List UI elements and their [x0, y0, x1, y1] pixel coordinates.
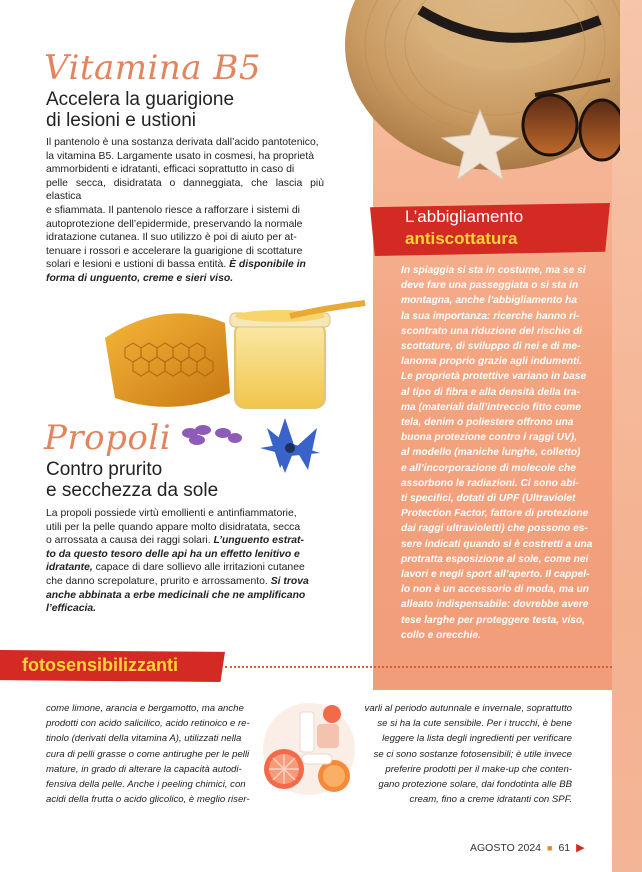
vitamina-body-line: autoprotezione dell’epidermide, preservando la normale — [46, 218, 303, 230]
vitamina-body-bold: forma di unguento, creme e sieri viso. — [46, 272, 234, 284]
propoli-body-text: che danno screpolature, prurito e arrossamento. — [46, 575, 268, 587]
propoli-body-bold: L’unguento estrat- — [213, 535, 304, 547]
abbigliamento-line: collo e orecchie. — [401, 629, 481, 641]
propoli-body-line — [46, 561, 324, 575]
abbigliamento-line: al tipo di fibra e alla densità della tra- — [401, 386, 580, 398]
abbigliamento-line: deve fare una passeggiata o si sta in — [401, 280, 579, 292]
page-number: 61 — [558, 841, 571, 854]
dotted-divider — [225, 666, 612, 668]
page-footer — [470, 841, 585, 854]
foto-right-line: varli al periodo autunnale e invernale, soprattutto — [364, 703, 572, 714]
abbigliamento-line: ti specifici, dotati di UPF (Ultraviolet — [401, 493, 576, 505]
straw-hat-sunglasses-illustration — [340, 0, 620, 200]
vitamina-subtitle-line1: Accelera la guarigione — [46, 89, 235, 110]
vitamina-body-text: solari e lesioni e ustioni di bassa entità. — [46, 259, 227, 271]
vitamina-body-bold: È disponibile in — [229, 259, 306, 271]
propoli-subtitle-line1: Contro prurito — [46, 459, 163, 480]
vitamina-subtitle — [46, 89, 234, 131]
abbigliamento-line: lanoma proprio grazie agli indumenti. — [401, 356, 583, 368]
vitamina-title: Vitamina B5 — [44, 48, 261, 88]
vitamina-body-line — [46, 258, 324, 272]
foto-left-line: tinolo (derivati della vitamina A), utilizzati nella — [46, 733, 242, 745]
abbigliamento-line: buona protezione contro i raggi UV), — [401, 432, 578, 444]
abbigliamento-line: sere indicati quando si è costretti a una — [401, 538, 593, 550]
propoli-body-line — [46, 534, 324, 548]
propoli-body-line — [46, 548, 324, 562]
abbigliamento-line: lavori e negli sport all’aperto. Il cappel- — [401, 569, 590, 581]
foto-right-line: leggere la lista degli ingredienti per verificare — [382, 733, 572, 745]
abbigliamento-line: la sua importanza: ricerche hanno ri- — [401, 310, 580, 322]
foto-left-line: prodotti con acido salicilico, acido retinoico e re- — [46, 718, 250, 730]
fotosensibilizzanti-left-column — [46, 701, 256, 807]
foto-right-line: preferire prodotti per il make-up che conten- — [385, 763, 572, 775]
abbigliamento-body — [401, 263, 600, 643]
abbigliamento-line: assorbono le radiazioni. Ci sono abi- — [401, 477, 579, 489]
propoli-body-text: o arrossata a causa dei raggi solari. — [46, 535, 211, 547]
propoli-body-bold: to da questo tesoro delle api ha un effetto lenitivo e — [46, 548, 300, 560]
propoli-body-line — [46, 589, 324, 603]
vitamina-body-line — [46, 272, 324, 286]
abbigliamento-title-line2: antiscottatura — [405, 229, 518, 248]
abbigliamento-line: al modello (maniche lunghe, colletto) — [401, 447, 581, 459]
foto-left-line: fensiva della pelle. Anche i peeling chimici, con — [46, 779, 246, 791]
propoli-subtitle — [46, 459, 218, 501]
footer-month: AGOSTO 2024 — [470, 841, 542, 854]
propoli-body-bold: Si trova — [270, 575, 309, 587]
propoli-body-bold: anche abbinata a erbe medicinali che ne amplificano — [46, 589, 306, 601]
abbigliamento-line: lo non è un accessorio di moda, ma un — [401, 584, 589, 596]
foto-left-line: mature, in grado di alterare la capacità autodi- — [46, 763, 242, 775]
foto-right-line: se si ha la cute sensibile. Per i trucchi, è bene — [377, 718, 572, 730]
abbigliamento-line: scontrato una riduzione del rischio di — [401, 325, 583, 337]
abbigliamento-line: alleato indispensabile: dovrebbe avere — [401, 599, 589, 611]
propoli-body-bold: l’efficacia. — [46, 603, 97, 615]
next-page-arrow-icon[interactable]: ▶ — [576, 842, 585, 854]
vitamina-body — [46, 136, 324, 286]
propoli-body-line — [46, 602, 324, 616]
abbigliamento-line: protratta esposizione al sole, come nei — [401, 553, 589, 565]
propoli-body-line: utili per la pelle quando appare molto disidratata, secca — [46, 521, 301, 533]
abbigliamento-line: In spiaggia si sta in costume, ma se si — [401, 265, 586, 276]
vitamina-body-line: Il pantenolo è una sostanza derivata dall’acido pantotenico, — [46, 137, 319, 148]
abbigliamento-line: scottature, di sviluppo di nei e di me- — [401, 341, 581, 353]
vitamina-body-line: e sfiammata. Il pantenolo riesce a rafforzare i sistemi di — [46, 204, 300, 216]
abbigliamento-line: Protection Factor, fattore di protezione — [401, 508, 589, 520]
propoli-body-line: La propoli possiede virtù emollienti e antinfiammatorie, — [46, 508, 297, 519]
abbigliamento-title-line1: L’abbigliamento — [405, 207, 524, 226]
propoli-title: Propoli — [44, 418, 172, 458]
foto-left-line: acidi della frutta o acido glicolico, è meglio riser- — [46, 794, 250, 806]
abbigliamento-line: Le proprietà protettive variano in base — [401, 371, 587, 383]
propoli-subtitle-line2: e secchezza da sole — [46, 480, 219, 501]
abbigliamento-line: tela, denim o poliestere offrono una — [401, 417, 574, 429]
vitamina-body-line: ammorbidenti e idratanti, efficaci soprattutto in caso di — [46, 164, 295, 176]
vitamina-body-line: la vitamina B5. Largamente usato in cosmesi, ha proprietà — [46, 150, 314, 162]
fotosensibilizzanti-label: fotosensibilizzanti — [22, 655, 179, 675]
abbigliamento-line: e all’incorporazione di molecole che — [401, 462, 576, 474]
abbigliamento-line: dai raggi ultravioletti) che possono es- — [401, 523, 588, 535]
abbigliamento-line: tese larghe per proteggere testa, viso, — [401, 614, 586, 626]
vitamina-subtitle-line2: di lesioni e ustioni — [46, 110, 196, 131]
square-separator-icon: ■ — [547, 842, 553, 853]
foto-right-line: gano protezione solare, dai fondotinta alle BB — [378, 779, 572, 791]
foto-right-line: cream, fino a creme idratanti con SPF. — [409, 794, 572, 806]
foto-left-line: come limone, arancia e bergamotto, ma anche — [46, 703, 244, 714]
vitamina-body-line: pelle secca, disidratata o danneggiata, che lascia più elastica — [46, 177, 324, 203]
citrus-cosmetics-illustration — [262, 694, 357, 804]
vitamina-body-line: idratazione cutanea. Il suo utilizzo è poi di aiuto per at- — [46, 232, 297, 244]
abbigliamento-line: ma (materiali dall’intreccio fitto come — [401, 401, 582, 413]
fotosensibilizzanti-right-column — [358, 701, 572, 807]
propoli-body-bold: idratante, — [46, 562, 93, 574]
propoli-body-text: capace di dare sollievo alle irritazioni cutanee — [95, 562, 305, 574]
abbigliamento-line: montagna, anche l’abbigliamento ha — [401, 295, 578, 307]
foto-right-line: se ci sono sostanze fotosensibili; è utile invece — [373, 748, 572, 760]
propoli-body-line — [46, 575, 324, 589]
foto-left-line: cura di pelli grasse o come antirughe per le pelli — [46, 748, 250, 760]
vitamina-body-line: tenuare i rossori e accelerare la guarigione di scottature — [46, 245, 303, 257]
propoli-body — [46, 507, 324, 616]
